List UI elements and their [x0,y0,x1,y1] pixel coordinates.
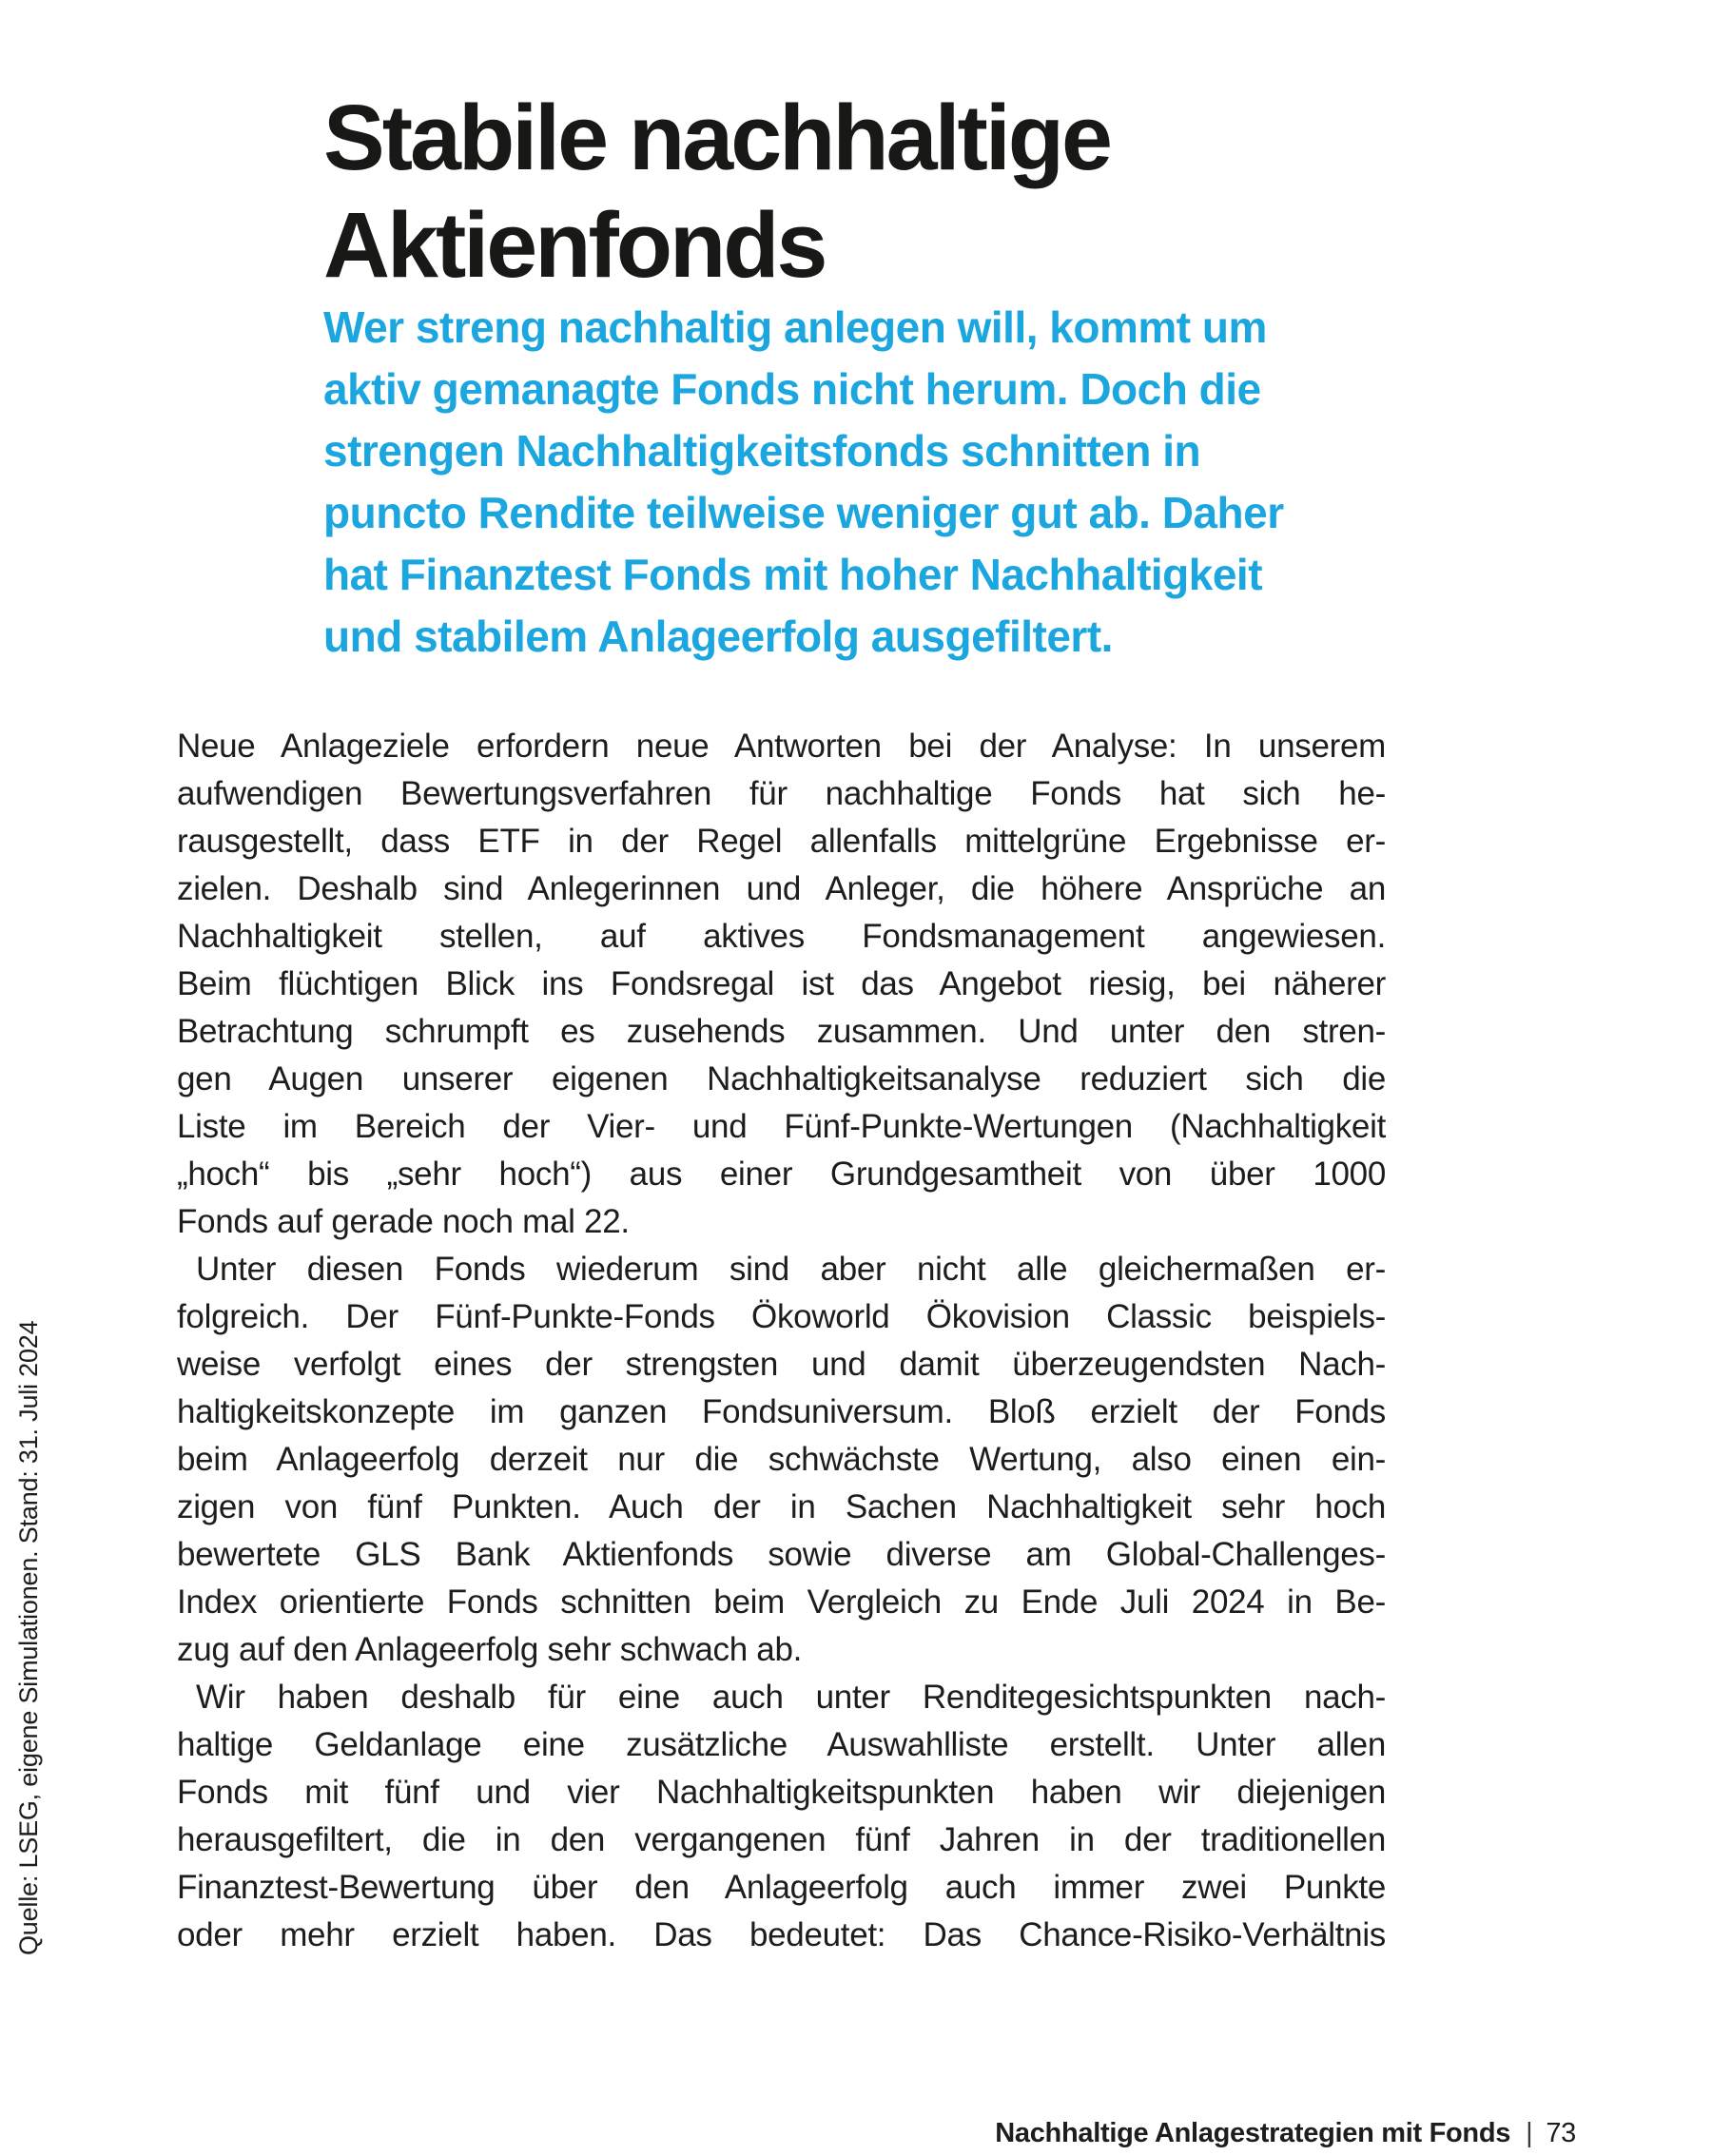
source-note: Quelle: LSEG, eigene Simulationen. Stand: 31. Juli 2024 [14,1320,43,1955]
deck-line: hat Finanztest Fonds mit hoher Nachhaltigkeit [323,550,1263,599]
body-line: „hoch“ bis „sehr hoch“) aus einer Grundgesamtheit von über 1000 [177,1156,1386,1193]
body-line: beim Anlageerfolg derzeit nur die schwächste Wertung, also einen ein- [177,1441,1386,1478]
body-line: herausgefiltert, die in den vergangenen fünf Jahren in der traditionellen [177,1821,1386,1858]
body-line: zug auf den Anlageerfolg sehr schwach ab. [177,1631,803,1668]
body-line: haltigkeitskonzepte im ganzen Fondsuniversum. Bloß erzielt der Fonds [177,1393,1386,1430]
deck-line: puncto Rendite teilweise weniger gut ab. Daher [323,488,1284,537]
article-title-line-1: Stabile nachhaltige [323,85,1110,189]
deck-line: Wer streng nachhaltig anlegen will, kommt um [323,302,1267,352]
body-line: zielen. Deshalb sind Anlegerinnen und Anleger, die höhere Ansprüche an [177,870,1386,907]
body-line: oder mehr erzielt haben. Das bedeutet: Das Chance-Risiko-Verhältnis [177,1916,1386,1953]
article-deck [323,297,1389,668]
body-line: rausgestellt, dass ETF in der Regel allenfalls mittelgrüne Ergebnisse er- [177,823,1386,860]
body-line: Wir haben deshalb für eine auch unter Renditegesichtspunkten nach- [196,1679,1386,1716]
body-line: Neue Anlageziele erfordern neue Antworten bei der Analyse: In unserem [177,728,1386,765]
body-line: gen Augen unserer eigenen Nachhaltigkeitsanalyse reduziert sich die [177,1060,1386,1097]
body-paragraph [177,723,1386,1246]
article-title [323,84,1110,299]
body-line: Liste im Bereich der Vier- und Fünf-Punkte-Wertungen (Nachhaltigkeit [177,1108,1386,1145]
body-line: Nachhaltigkeit stellen, auf aktives Fondsmanagement angewiesen. [177,918,1386,955]
body-line: Beim flüchtigen Blick ins Fondsregal ist das Angebot riesig, bei näherer [177,965,1386,1002]
deck-line: und stabilem Anlageerfolg ausgefiltert. [323,612,1113,661]
body-line: folgreich. Der Fünf-Punkte-Fonds Ökoworld Ökovision Classic beispiels- [177,1298,1386,1335]
body-line: Betrachtung schrumpft es zusehends zusammen. Und unter den stren- [177,1013,1386,1050]
footer-section-title: Nachhaltige Anlagestrategien mit Fonds [995,2118,1511,2148]
body-line: bewertete GLS Bank Aktienfonds sowie diverse am Global-Challenges- [177,1536,1386,1573]
deck-line: strengen Nachhaltigkeitsfonds schnitten in [323,426,1201,476]
body-paragraph [177,1246,1386,1674]
body-line: weise verfolgt eines der strengsten und damit überzeugendsten Nach- [177,1346,1386,1383]
article-body [177,723,1386,1959]
body-line: Fonds mit fünf und vier Nachhaltigkeitspunkten haben wir diejenigen [177,1774,1386,1811]
deck-line: aktiv gemanagte Fonds nicht herum. Doch die [323,364,1261,414]
body-line: Finanztest-Bewertung über den Anlageerfolg auch immer zwei Punkte [177,1869,1386,1906]
article-title-line-2: Aktienfonds [323,192,826,297]
body-line: zigen von fünf Punkten. Auch der in Sachen Nachhaltigkeit sehr hoch [177,1488,1386,1525]
body-line: aufwendigen Bewertungsverfahren für nachhaltige Fonds hat sich he- [177,775,1386,812]
body-line: Index orientierte Fonds schnitten beim Vergleich zu Ende Juli 2024 in Be- [177,1583,1386,1621]
footer-separator: | [1526,2118,1533,2148]
body-line: Unter diesen Fonds wiederum sind aber nicht alle gleichermaßen er- [196,1251,1386,1288]
page-footer [0,2117,1576,2149]
footer-page-number: 73 [1546,2118,1576,2148]
body-line: Fonds auf gerade noch mal 22. [177,1203,630,1240]
body-paragraph [177,1674,1386,1959]
body-line: haltige Geldanlage eine zusätzliche Auswahlliste erstellt. Unter allen [177,1726,1386,1763]
